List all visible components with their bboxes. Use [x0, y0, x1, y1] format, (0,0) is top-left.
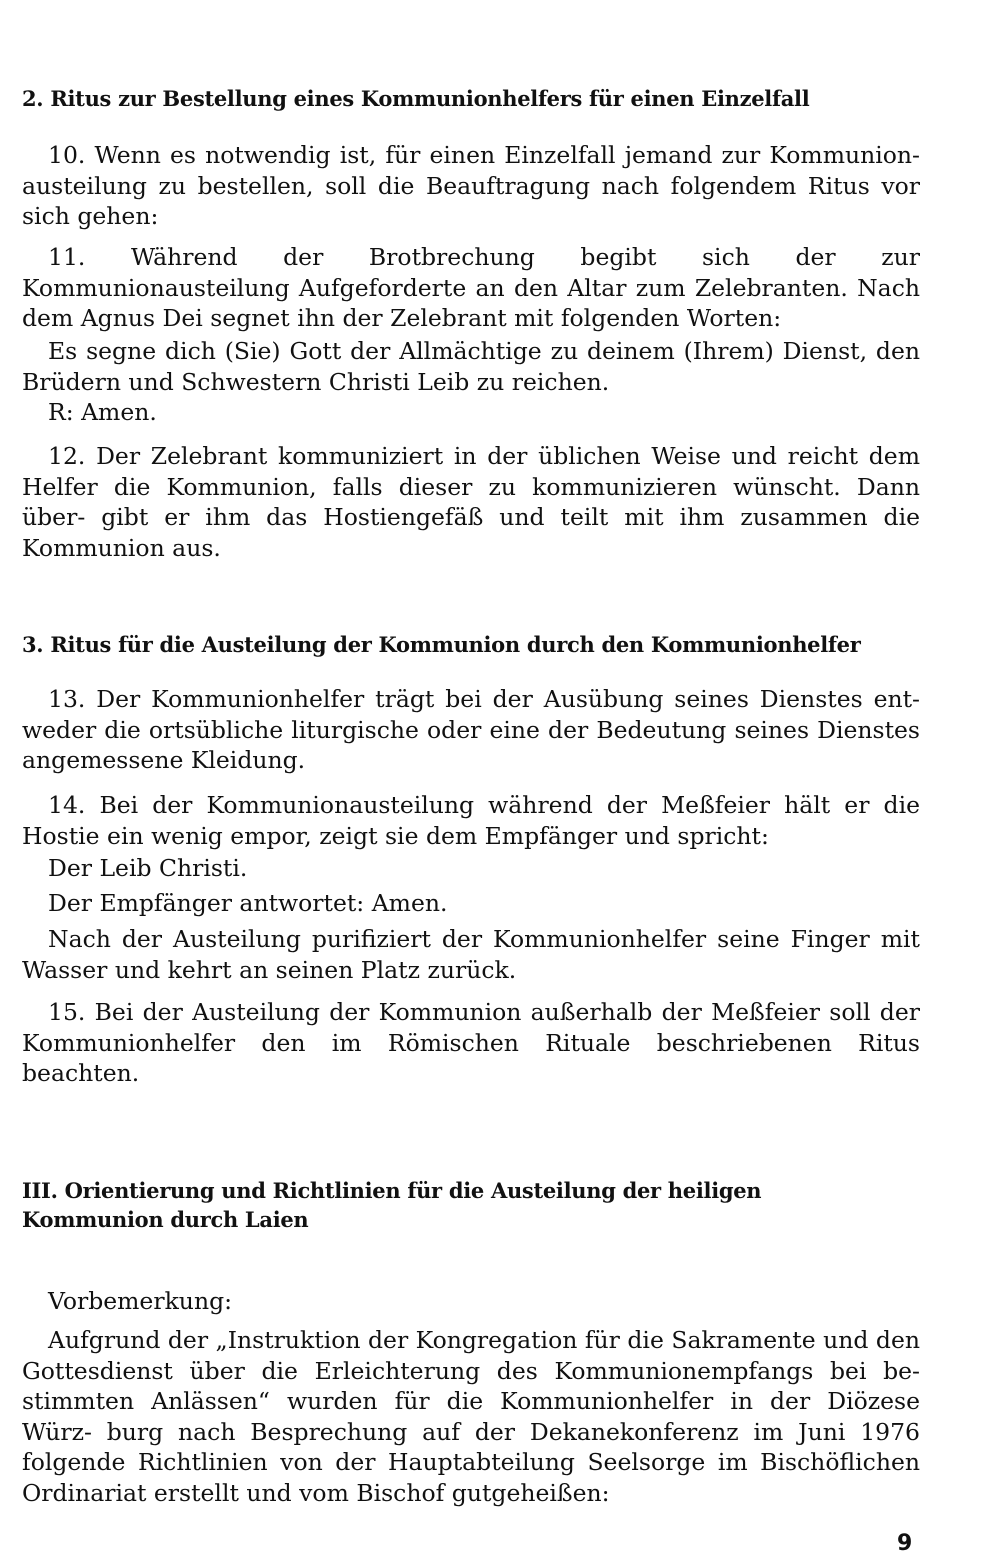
- blessing-formula: Es segne dich (Sie) Gott der Allmächtige zu deinem (Ihrem) Dienst, den Brüdern und Schwestern Christi Leib zu reichen.: [22, 337, 920, 396]
- response-amen: R: Amen.: [48, 398, 157, 426]
- preliminary-label: Vorbemerkung:: [48, 1287, 233, 1315]
- preliminary-text: Aufgrund der „Instruktion der Kongregation für die Sakramente und den Gottesdienst über die Erleichterung des Kommunionempfangs bei be- stimmten Anlässen“ wurden für die Kommunionhelfer in der Diözese Würz- burg nach Besprechung auf der Dekanekonferenz im Juni 1976 folgende Richtlinien von der Hauptabteilung Seelsorge im Bischöflichen Ordinariat erstellt und vom Bischof gutgeheißen:: [22, 1326, 920, 1507]
- section-2-heading: 2. Ritus zur Bestellung eines Kommunionhelfers für einen Einzelfall: [22, 86, 810, 111]
- communion-formula: Der Leib Christi.: [48, 854, 248, 882]
- paragraph-15: 15. Bei der Austeilung der Kommunion außerhalb der Meßfeier soll der Kommunionhelfer den im Römischen Rituale beschriebenen Ritus beachten.: [22, 998, 920, 1087]
- recipient-answer: Der Empfänger antwortet: Amen.: [48, 889, 448, 917]
- section-iii-heading-line-2: Kommunion durch Laien: [22, 1207, 309, 1232]
- paragraph-10: 10. Wenn es notwendig ist, für einen Einzelfall jemand zur Kommunion- austeilung zu bestellen, soll die Beauftragung nach folgendem Ritus vor sich gehen:: [22, 141, 920, 230]
- purification-note: Nach der Austeilung purifiziert der Kommunionhelfer seine Finger mit Wasser und kehrt an seinen Platz zurück.: [22, 925, 920, 984]
- paragraph-14: 14. Bei der Kommunionausteilung während der Meßfeier hält er die Hostie ein wenig empor, zeigt sie dem Empfänger und spricht:: [22, 791, 920, 850]
- section-3-heading: 3. Ritus für die Austeilung der Kommunion durch den Kommunionhelfer: [22, 632, 861, 657]
- paragraph-13: 13. Der Kommunionhelfer trägt bei der Ausübung seines Dienstes ent- weder die ortsübliche liturgische oder eine der Bedeutung seines Dienstes angemessene Kleidung.: [22, 685, 920, 774]
- paragraph-11: 11. Während der Brotbrechung begibt sich der zur Kommunionausteilung Aufgeforderte an den Altar zum Zelebranten. Nach dem Agnus Dei segnet ihn der Zelebrant mit folgenden Worten:: [22, 243, 920, 332]
- section-iii-heading-line-1: III. Orientierung und Richtlinien für die Austeilung der heiligen: [22, 1178, 762, 1203]
- page-number: 9: [897, 1531, 913, 1556]
- paragraph-12: 12. Der Zelebrant kommuniziert in der üblichen Weise und reicht dem Helfer die Kommunion, falls dieser zu kommunizieren wünscht. Dann über- gibt er ihm das Hostiengefäß und teilt mit ihm zusammen die Kommunion aus.: [22, 442, 920, 562]
